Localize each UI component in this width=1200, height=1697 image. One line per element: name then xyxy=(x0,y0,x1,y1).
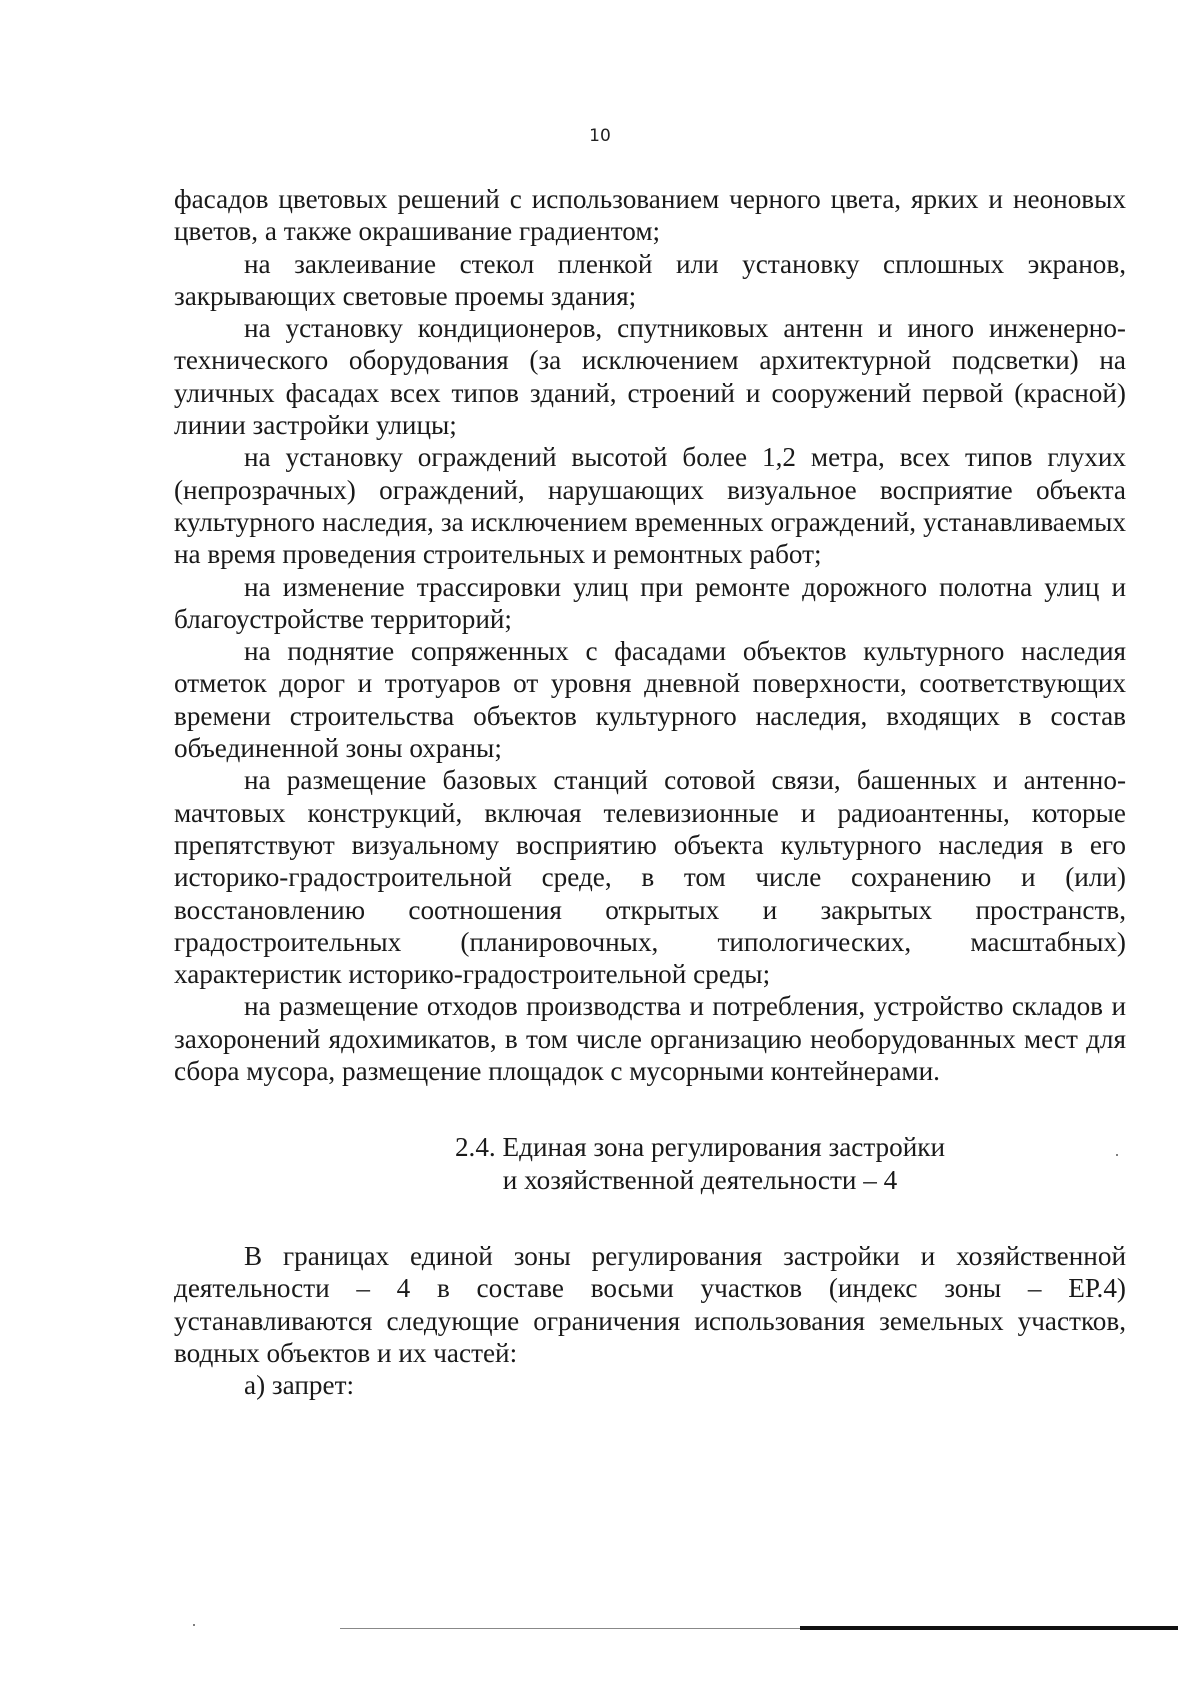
section-heading-line-1: 2.4. Единая зона регулирования застройки xyxy=(454,1132,946,1163)
scan-speck xyxy=(1116,1154,1118,1156)
document-body xyxy=(174,183,1126,1401)
paragraph-air-conditioners: на установку кондиционеров, спутниковых антенн и иного инженерно-технического оборудования (за исключением архитектурной подсветки) на уличных фасадах всех типов зданий, строений и сооружений первой (красной) линии застройки улицы; xyxy=(174,313,1126,441)
paragraph-continuation: фасадов цветовых решений с использованием черного цвета, ярких и неоновых цветов, а также окрашивание градиентом; xyxy=(174,184,1126,247)
section-heading xyxy=(174,1131,1126,1196)
paragraph-street-tracing: на изменение трассировки улиц при ремонте дорожного полотна улиц и благоустройстве территорий; xyxy=(174,571,1126,634)
paragraph-glass-film: на заклеивание стекол пленкой или установку сплошных экранов, закрывающих световые проемы здания; xyxy=(174,248,1126,311)
paragraph-fences: на установку ограждений высотой более 1,2 метра, всех типов глухих (непрозрачных) ограждений, нарушающих визуальное восприятие объекта культурного наследия, за исключением временных ограждений, устанавливаемых на время проведения строительных и ремонтных работ; xyxy=(174,442,1126,570)
bottom-scan-bar xyxy=(800,1626,1178,1630)
paragraph-waste: на размещение отходов производства и потребления, устройство складов и захоронений ядохимикатов, в том числе организацию необорудованных мест для сбора мусора, размещение площадок с мусорными контейнерами. xyxy=(174,991,1126,1087)
scan-speck xyxy=(193,1624,195,1626)
section-heading-line-2: и хозяйственной деятельности – 4 xyxy=(502,1164,898,1195)
paragraph-road-levels: на поднятие сопряженных с фасадами объектов культурного наследия отметок дорог и тротуаров от уровня дневной поверхности, соответствующих времени строительства объектов культурного наследия, входящих в состав объединенной зоны охраны; xyxy=(174,636,1126,764)
page-number: 10 xyxy=(589,126,611,146)
list-item-a: а) запрет: xyxy=(244,1370,355,1401)
section-intro-paragraph: В границах единой зоны регулирования застройки и хозяйственной деятельности – 4 в составе восьми участков (индекс зоны – ЕР.4) устанавливаются следующие ограничения использования земельных участков, водных объектов и их частей: xyxy=(174,1240,1126,1368)
paragraph-cell-towers: на размещение базовых станций сотовой связи, башенных и антенно-мачтовых конструкций, включая телевизионные и радиоантенны, которые препятствуют визуальному восприятию объекта культурного наследия в его историко-градостроительной среде, в том числе сохранению и (или) восстановлению соотношения открытых и закрытых пространств, градостроительных (планировочных, типологических, масштабных) характеристик историко-градостроительной среды; xyxy=(174,765,1126,990)
